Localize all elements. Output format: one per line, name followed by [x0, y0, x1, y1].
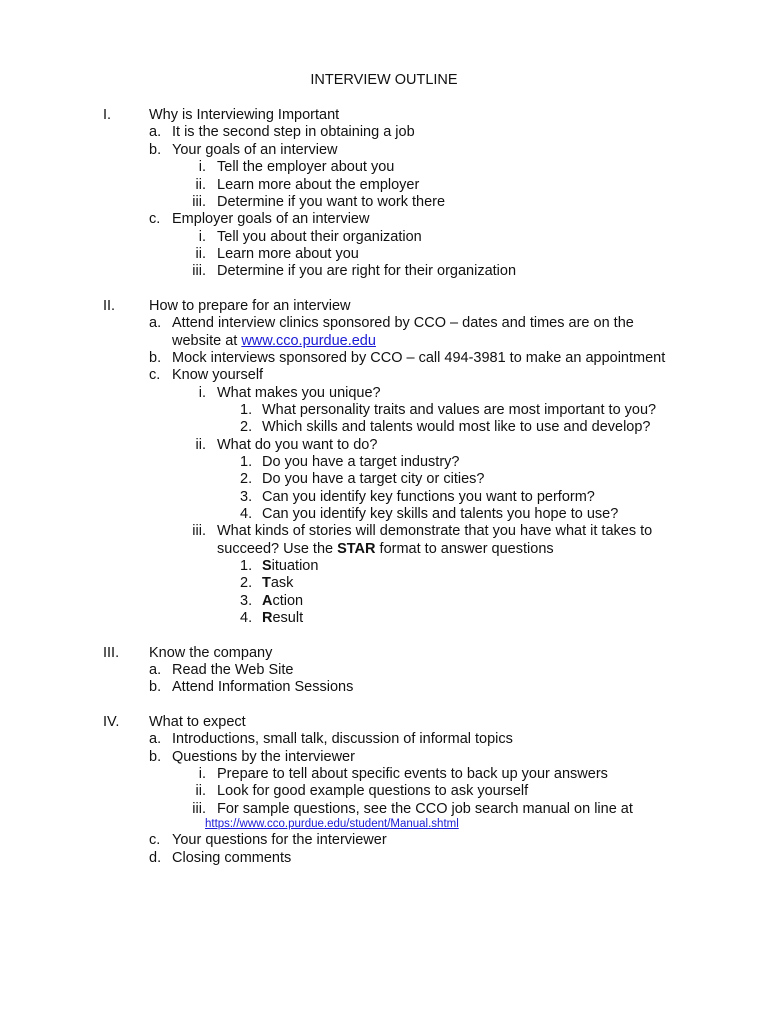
subitem-marker: i.: [198, 385, 206, 401]
numbered-text: Can you identify key functions you want to perform?: [262, 489, 595, 505]
subitem-marker: iii.: [192, 523, 206, 539]
subitem-text: Determine if you want to work there: [217, 194, 446, 210]
cco-website-link[interactable]: www.cco.purdue.edu: [241, 333, 376, 349]
item-marker: c.: [149, 211, 161, 227]
numbered-marker: 2.: [240, 471, 253, 487]
item-text: Your questions for the interviewer: [172, 832, 387, 848]
section-number: I.: [103, 107, 112, 123]
item-marker: d.: [149, 850, 162, 866]
item-marker: a.: [149, 315, 162, 331]
subitem-text: Tell you about their organization: [217, 229, 422, 245]
numbered-text: Do you have a target city or cities?: [262, 471, 485, 487]
numbered-text: Do you have a target industry?: [262, 454, 460, 470]
item-text: Know yourself: [172, 367, 264, 383]
subitem-text: Tell the employer about you: [217, 159, 395, 175]
section-heading: How to prepare for an interview: [149, 298, 351, 314]
subitem-text: succeed? Use the: [217, 541, 338, 557]
item-marker: c.: [149, 367, 161, 383]
subitem-marker: iii.: [192, 801, 206, 817]
numbered-marker: 4.: [240, 506, 253, 522]
star-item-situation: [262, 557, 318, 575]
subitem-marker: ii.: [195, 783, 206, 799]
star-word-rest: ask: [270, 575, 294, 591]
numbered-text: What personality traits and values are most important to you?: [262, 402, 657, 418]
numbered-marker: 2.: [240, 419, 253, 435]
subitem-text: What makes you unique?: [217, 385, 381, 401]
subitem-text: Learn more about the employer: [217, 177, 420, 193]
subitem-text: Prepare to tell about specific events to back up your answers: [217, 766, 608, 782]
subitem-text: Learn more about you: [217, 246, 359, 262]
star-letter: S: [262, 558, 272, 574]
item-marker: a.: [149, 731, 162, 747]
subitem-text-continued: [217, 540, 554, 558]
subitem-text: format to answer questions: [375, 541, 554, 557]
subitem-text: For sample questions, see the CCO job search manual on line at: [217, 801, 633, 817]
subitem-text: What kinds of stories will demonstrate that you have what it takes to: [217, 523, 653, 539]
subitem-marker: ii.: [195, 246, 206, 262]
item-text: Attend interview clinics sponsored by CCO – dates and times are on the: [172, 315, 634, 331]
star-word-rest: ction: [272, 593, 304, 609]
star-item-action: [262, 592, 303, 610]
subitem-marker: i.: [198, 159, 206, 175]
subitem-marker: ii.: [195, 437, 206, 453]
item-marker: b.: [149, 142, 162, 158]
item-text: website at: [172, 333, 242, 349]
star-item-result: [262, 609, 303, 627]
section-heading: Know the company: [149, 645, 273, 661]
numbered-text: Which skills and talents would most like to use and develop?: [262, 419, 651, 435]
numbered-marker: 3.: [240, 593, 253, 609]
star-word-rest: esult: [272, 610, 304, 626]
item-text: It is the second step in obtaining a job: [172, 124, 415, 140]
item-marker: b.: [149, 350, 162, 366]
item-text: Introductions, small talk, discussion of informal topics: [172, 731, 513, 747]
subitem-marker: iii.: [192, 194, 206, 210]
section-heading: Why is Interviewing Important: [149, 107, 340, 123]
manual-link[interactable]: https://www.cco.purdue.edu/student/Manual.shtml: [205, 818, 459, 830]
item-text: Employer goals of an interview: [172, 211, 370, 227]
item-text: Your goals of an interview: [172, 142, 338, 158]
item-marker: a.: [149, 662, 162, 678]
numbered-text: Can you identify key skills and talents you hope to use?: [262, 506, 619, 522]
subitem-marker: i.: [198, 229, 206, 245]
section-number: III.: [103, 645, 120, 661]
item-text-continued: [172, 332, 376, 350]
section-heading: What to expect: [149, 714, 246, 730]
subitem-marker: iii.: [192, 263, 206, 279]
numbered-marker: 1.: [240, 454, 253, 470]
numbered-marker: 1.: [240, 558, 253, 574]
subitem-marker: ii.: [195, 177, 206, 193]
numbered-marker: 1.: [240, 402, 253, 418]
subitem-text: What do you want to do?: [217, 437, 378, 453]
numbered-marker: 3.: [240, 489, 253, 505]
star-word-rest: ituation: [271, 558, 319, 574]
star-letter: T: [262, 575, 271, 591]
subitem-text: Look for good example questions to ask yourself: [217, 783, 529, 799]
item-text: Mock interviews sponsored by CCO – call 494-3981 to make an appointment: [172, 350, 666, 366]
item-marker: a.: [149, 124, 162, 140]
item-marker: c.: [149, 832, 161, 848]
numbered-marker: 4.: [240, 610, 253, 626]
section-number: IV.: [103, 714, 120, 730]
page-title: INTERVIEW OUTLINE: [310, 72, 458, 88]
subitem-marker: i.: [198, 766, 206, 782]
star-letter: A: [262, 593, 273, 609]
subitem-text: Determine if you are right for their organization: [217, 263, 517, 279]
item-text: Attend Information Sessions: [172, 679, 354, 695]
star-letter: R: [262, 610, 273, 626]
section-number: II.: [103, 298, 116, 314]
item-text: Read the Web Site: [172, 662, 294, 678]
item-marker: b.: [149, 679, 162, 695]
numbered-marker: 2.: [240, 575, 253, 591]
item-marker: b.: [149, 749, 162, 765]
item-text: Closing comments: [172, 850, 292, 866]
item-text: Questions by the interviewer: [172, 749, 355, 765]
star-item-task: [262, 574, 293, 592]
star-keyword: STAR: [337, 541, 376, 557]
